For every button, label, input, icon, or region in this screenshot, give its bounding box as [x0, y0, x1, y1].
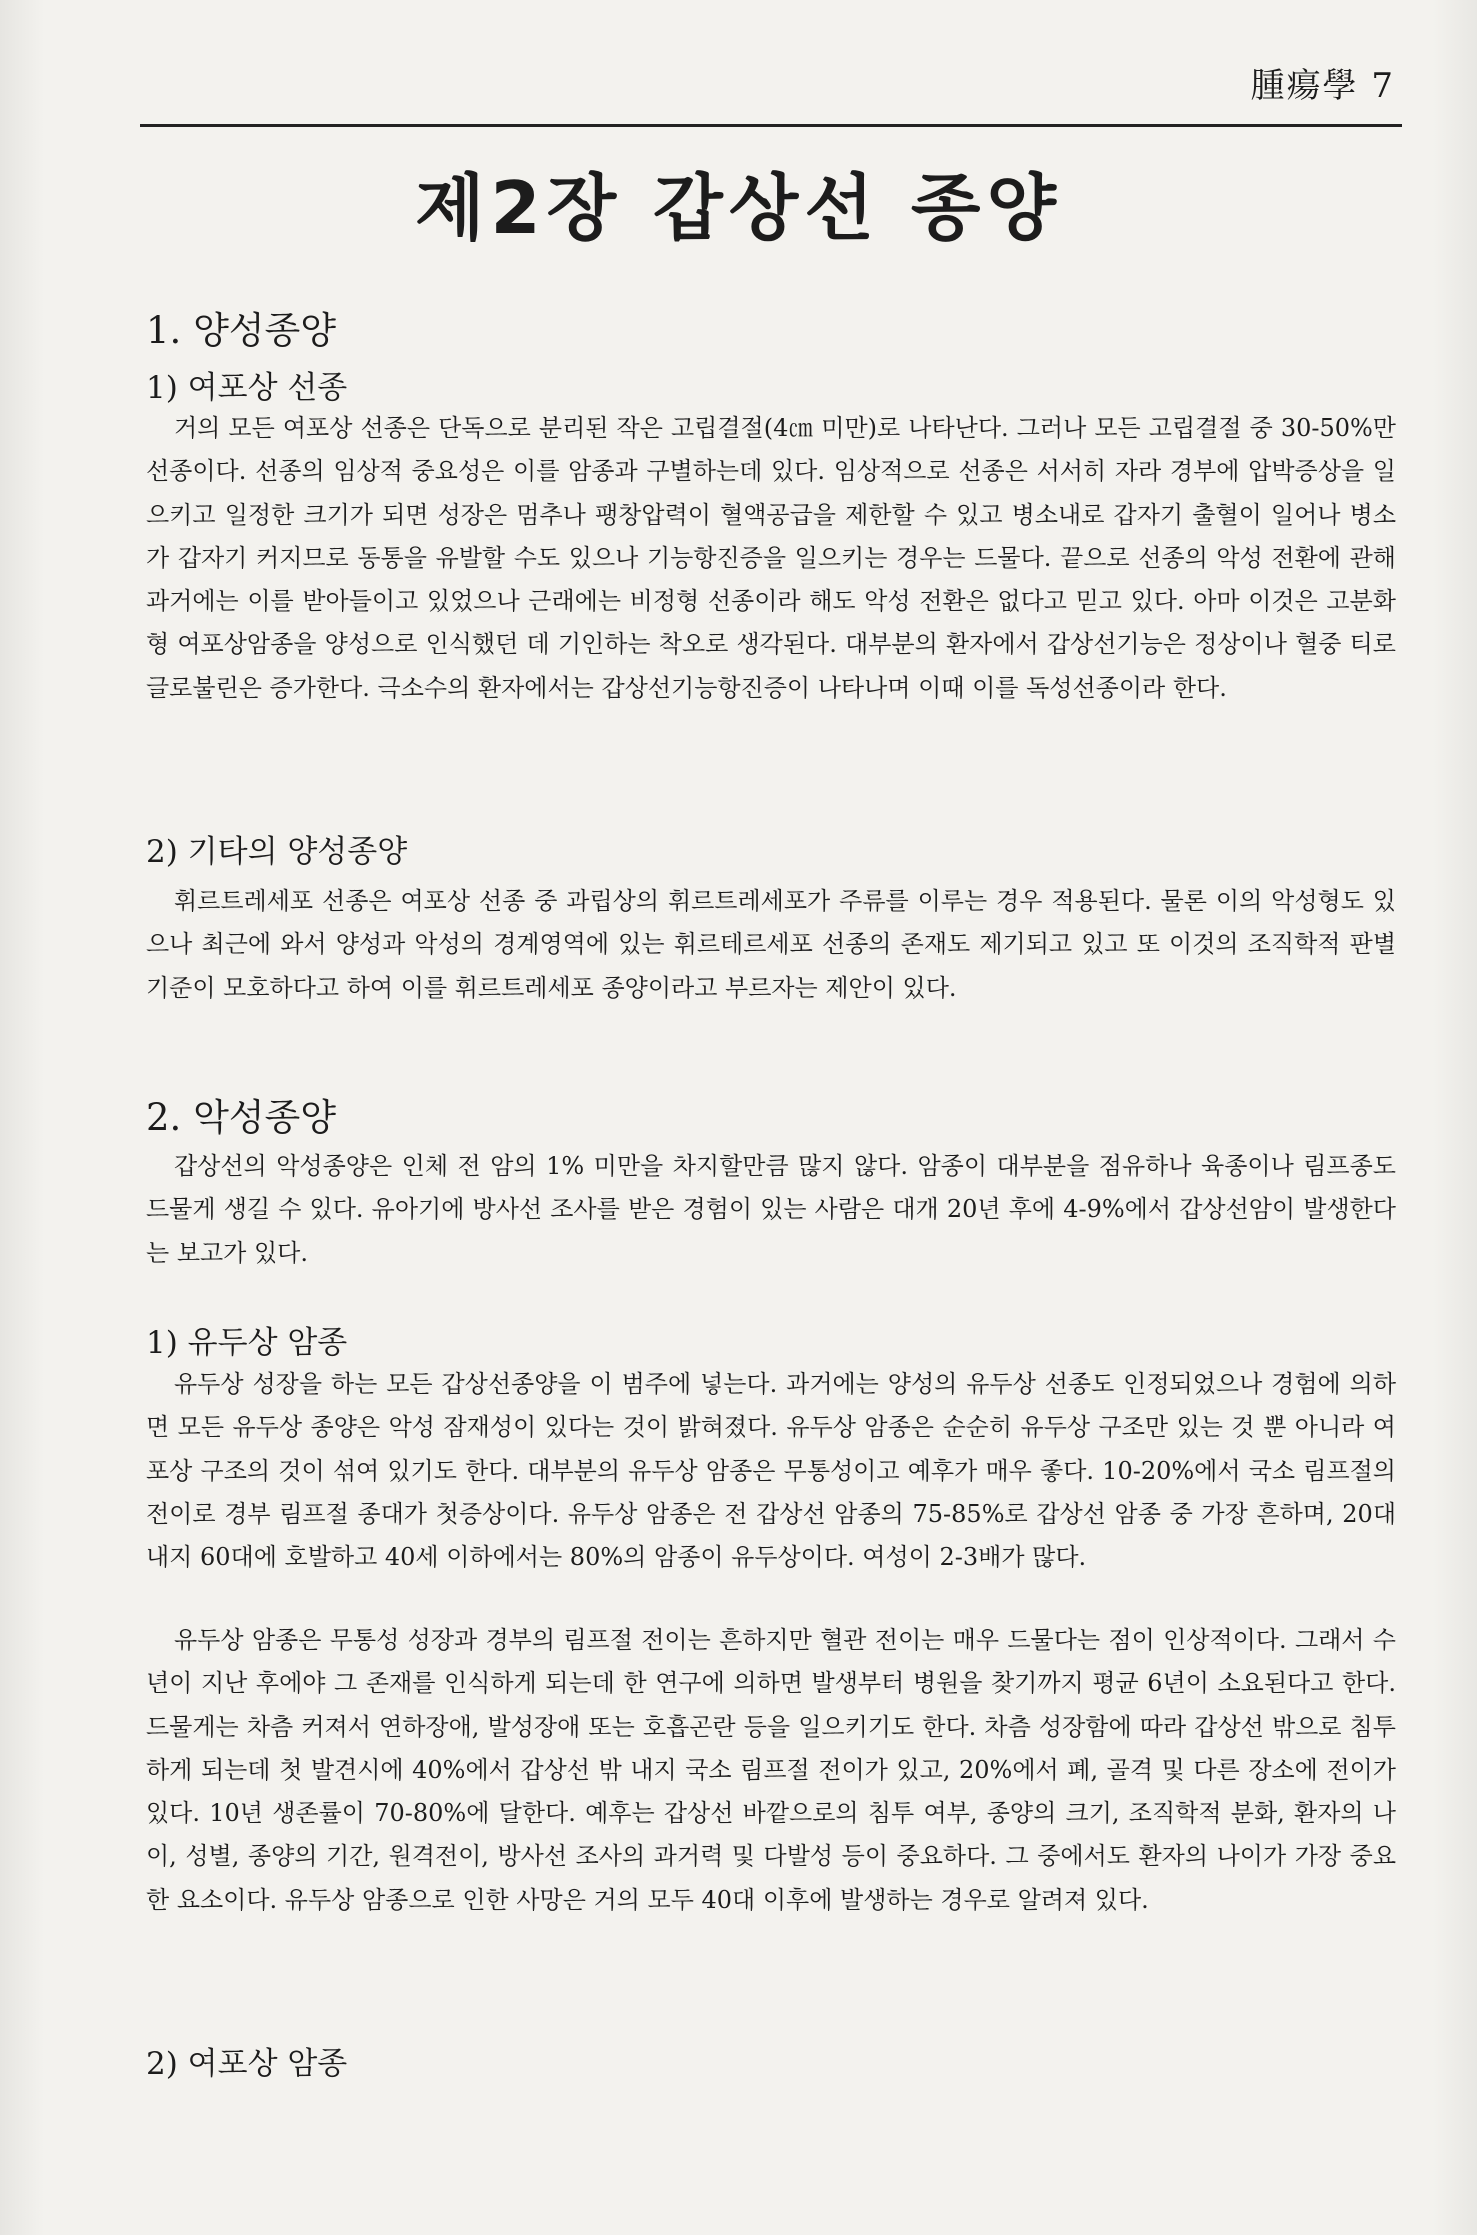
paragraph-papillary-2: 유두상 암종은 무통성 성장과 경부의 림프절 전이는 흔하지만 혈관 전이는 매우 드물다는 점이 인상적이다. 그래서 수 년이 지난 후에야 그 존재를 인식하게 되는데 한 연구에 의하면 발생부터 병원을 찾기까지 평균 6년이 소요된다고 한다. 드물게는 차츰 커져서 연하장애, 발성장애 또는 호흡곤란 등을 일으키기도 한다. 차츰 성장함에 따라 갑상선 밖으로 침투하게 되는데 첫 발견시에 40%에서 갑상선 밖 내지 국소 림프절 전이가 있고, 20%에서 폐, 골격 및 다른 장소에 전이가 있다. 10년 생존률이 70-80%에 달한다. 예후는 갑상선 바깥으로의 침투 여부, 종양의 크기, 조직학적 분화, 환자의 나이, 성별, 종양의 기간, 원격전이, 방사선 조사의 과거력 및 다발성 등이 중요하다. 그 중에서도 환자의 나이가 가장 중요한 요소이다. 유두상 암종으로 인한 사망은 거의 모두 40대 이후에 발생하는 경우로 알려져 있다. [146, 1626, 1396, 1914]
subsection-heading-other-benign: 2) 기타의 양성종양 [146, 834, 408, 870]
paragraph-other-benign: 휘르트레세포 선종은 여포상 선종 중 과립상의 휘르트레세포가 주류를 이루는 경우 적용된다. 물론 이의 악성형도 있으나 최근에 와서 양성과 악성의 경계영역에 있는 휘르테르세포 선종의 존재도 제기되고 있고 또 이것의 조직학적 판별기준이 모호하다고 하여 이를 휘르트레세포 종양이라고 부르자는 제안이 있다. [146, 887, 1396, 1002]
running-head: 腫瘍學 7 [1250, 66, 1395, 106]
paragraph-malignant-intro: 갑상선의 악성종양은 인체 전 암의 1% 미만을 차지할만큼 많지 않다. 암종이 대부분을 점유하나 육종이나 림프종도 드물게 생길 수 있다. 유아기에 방사선 조사를 받은 경험이 있는 사람은 대개 20년 후에 4-9%에서 갑상선암이 발생한다는 보고가 있다. [146, 1152, 1396, 1267]
header-rule [140, 124, 1402, 127]
subsection-heading-papillary: 1) 유두상 암종 [146, 1325, 348, 1361]
subsection-heading-follicular-adenoma: 1) 여포상 선종 [146, 370, 348, 406]
subsection-heading-follicular-carcinoma: 2) 여포상 암종 [146, 2046, 348, 2082]
section-heading-malignant: 2. 악성종양 [146, 1096, 337, 1139]
section-heading-benign: 1. 양성종양 [146, 309, 337, 352]
chapter-title: 제2장 갑상선 종양 [414, 166, 1063, 250]
paragraph-papillary-1: 유두상 성장을 하는 모든 갑상선종양을 이 범주에 넣는다. 과거에는 양성의 유두상 선종도 인정되었으나 경험에 의하면 모든 유두상 종양은 악성 잠재성이 있다는 것이 밝혀졌다. 유두상 암종은 순순히 유두상 구조만 있는 것 뿐 아니라 여포상 구조의 것이 섞여 있기도 한다. 대부분의 유두상 암종은 무통성이고 예후가 매우 좋다. 10-20%에서 국소 림프절의 전이로 경부 림프절 종대가 첫증상이다. 유두상 암종은 전 갑상선 암종의 75-85%로 갑상선 암종 중 가장 흔하며, 20대 내지 60대에 호발하고 40세 이하에서는 80%의 암종이 유두상이다. 여성이 2-3배가 많다. [146, 1370, 1396, 1572]
paragraph-follicular-adenoma: 거의 모든 여포상 선종은 단독으로 분리된 작은 고립결절(4㎝ 미만)로 나타난다. 그러나 모든 고립결절 중 30-50%만 선종이다. 선종의 임상적 중요성은 이를 암종과 구별하는데 있다. 임상적으로 선종은 서서히 자라 경부에 압박증상을 일으키고 일정한 크기가 되면 성장은 멈추나 팽창압력이 혈액공급을 제한할 수 있고 병소내로 갑자기 출혈이 일어나 병소가 갑자기 커지므로 동통을 유발할 수도 있으나 기능항진증을 일으키는 경우는 드물다. 끝으로 선종의 악성 전환에 관해 과거에는 이를 받아들이고 있었으나 근래에는 비정형 선종이라 해도 악성 전환은 없다고 믿고 있다. 아마 이것은 고분화형 여포상암종을 양성으로 인식했던 데 기인하는 착오로 생각된다. 대부분의 환자에서 갑상선기능은 정상이나 혈중 티로글로불린은 증가한다. 극소수의 환자에서는 갑상선기능항진증이 나타나며 이때 이를 독성선종이라 한다. [146, 414, 1396, 702]
